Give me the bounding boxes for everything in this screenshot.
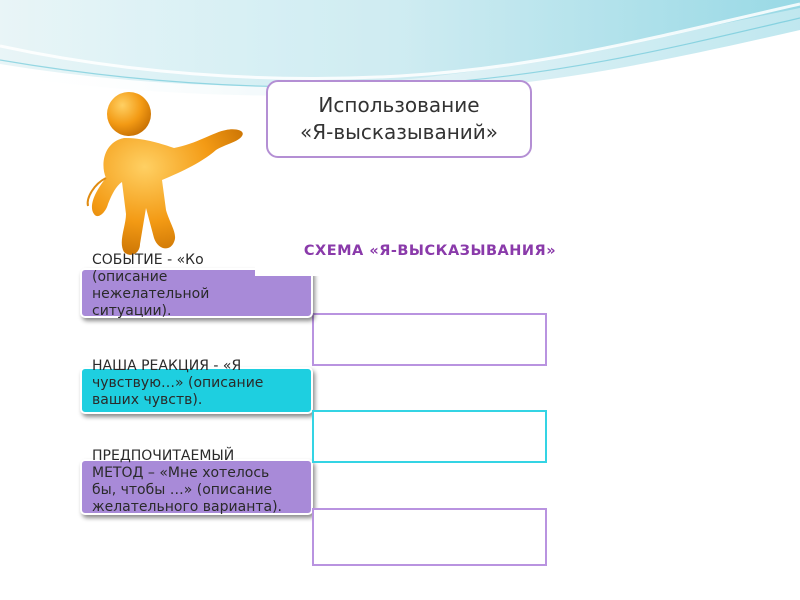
step-method-line-1: ПРЕДПОЧИТАЕМЫЙ (92, 448, 235, 464)
step-reaction-line-1: НАША РЕАКЦИЯ - «Я (92, 358, 242, 374)
step-event-line-4: ситуации). (92, 303, 172, 319)
step-event-line-3: нежелательной (92, 286, 210, 302)
step-event-line-1: СОБЫТИЕ - «Ко (92, 252, 204, 268)
step-reaction-line-2: чувствую…» (описание (92, 375, 264, 391)
title-box (266, 80, 532, 158)
step-method-line-2: МЕТОД – «Мне хотелось (92, 465, 270, 481)
answer-box-method[interactable] (312, 508, 547, 566)
schema-heading: СХЕМА «Я-ВЫСКАЗЫВАНИЯ» (255, 226, 605, 276)
title-line-2: «Я-высказываний» (299, 120, 499, 144)
title-line-1: Использование (318, 93, 480, 117)
step-method-line-3: бы, чтобы …» (описание (92, 482, 273, 498)
step-method-line-4: желательного варианта). (92, 499, 283, 515)
person-figure-icon (66, 86, 266, 261)
answer-box-reaction[interactable] (312, 410, 547, 463)
step-event-line-2: (описание (92, 269, 168, 285)
step-reaction-line-3: ваших чувств). (92, 392, 203, 408)
answer-box-event[interactable] (312, 313, 547, 366)
